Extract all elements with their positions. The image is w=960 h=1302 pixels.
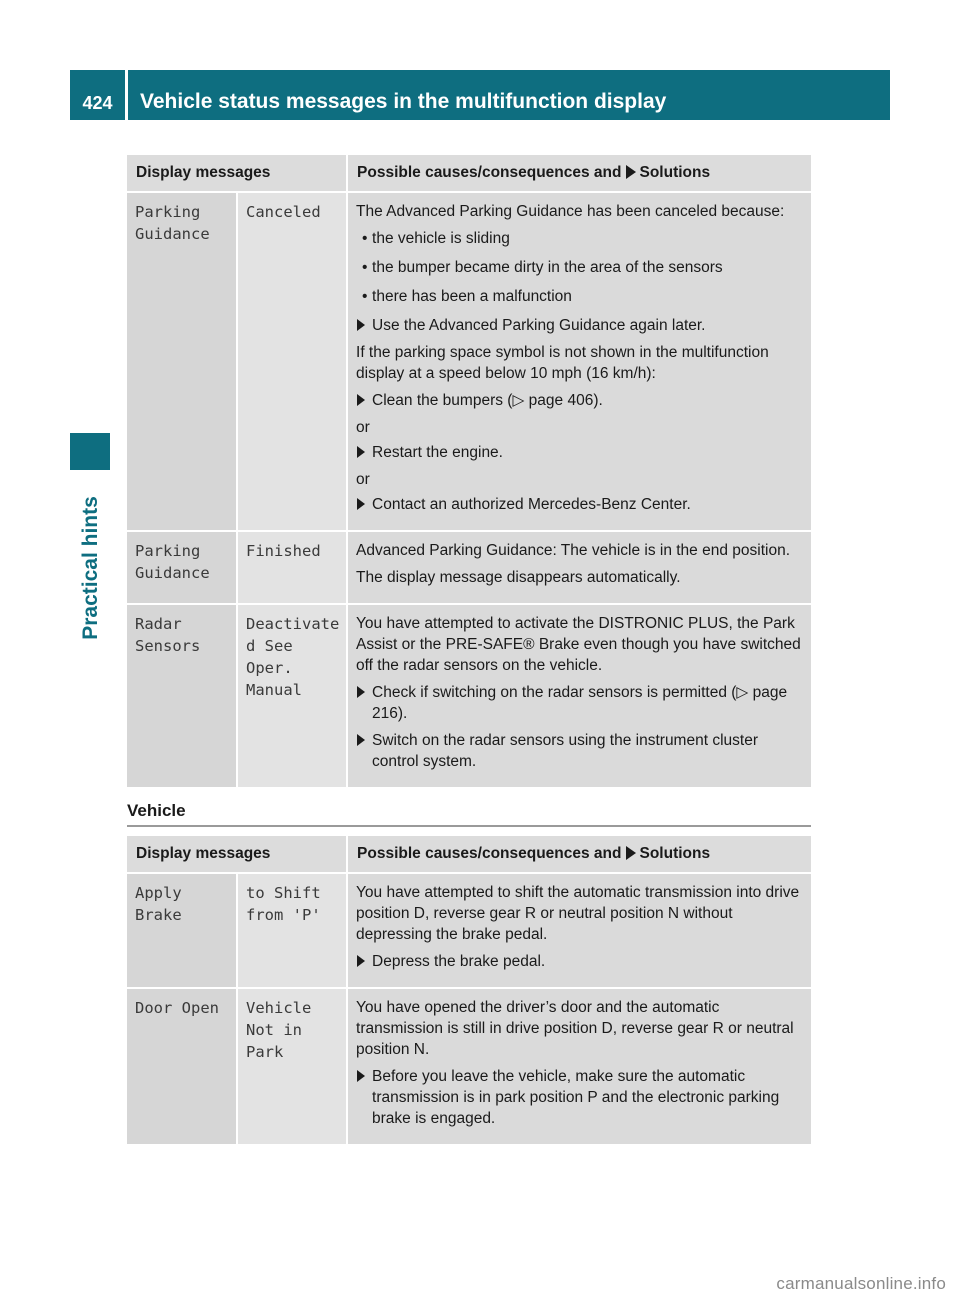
step-text: Contact an authorized Mercedes-Benz Center. — [372, 496, 691, 513]
solution-step — [356, 315, 803, 336]
header-solutions-text: Solutions — [639, 164, 711, 181]
page-title: Vehicle status messages in the multifunction display — [128, 70, 890, 120]
section-tab — [69, 478, 113, 658]
cause-text: You have attempted to shift the automatic transmission into drive position D, reverse gear R or neutral position N without depressing the brake pedal. — [356, 884, 800, 943]
cause-text: You have opened the driver’s door and the automatic transmission is still in drive position D, reverse gear R or neutral position N. — [356, 999, 794, 1058]
section-tab-label: Practical hints — [79, 496, 102, 640]
message-part-2: Deactivate d See Oper. Manual — [237, 604, 347, 788]
step-text: Restart the engine. — [372, 444, 503, 461]
section-heading-vehicle: Vehicle — [127, 801, 811, 827]
solution-step — [356, 730, 803, 772]
page-header — [70, 70, 890, 120]
bullet-item — [362, 286, 803, 307]
table-row — [127, 988, 811, 1145]
solution-step — [356, 682, 803, 724]
table-row — [127, 604, 811, 788]
message-part-2: Vehicle Not in Park — [237, 988, 347, 1145]
step-arrow-icon — [357, 1070, 365, 1082]
section-tab-marker — [70, 433, 110, 470]
header-solutions-text: Solutions — [639, 845, 711, 862]
message-part-1: Apply Brake — [127, 873, 237, 988]
bullet-icon: • — [362, 230, 368, 247]
bullet-text: the vehicle is sliding — [372, 230, 510, 247]
step-arrow-icon — [357, 734, 365, 746]
message-part-1: Radar Sensors — [127, 604, 237, 788]
header-causes-text: Possible causes/consequences and — [357, 164, 622, 181]
table-header-row — [127, 836, 811, 873]
bullet-icon: • — [362, 288, 368, 305]
causes-cell — [347, 988, 811, 1145]
cause-text: The display message disappears automatically. — [356, 569, 681, 586]
message-part-2: Canceled — [237, 192, 347, 531]
solution-arrow-icon — [626, 846, 636, 860]
message-part-2: Finished — [237, 531, 347, 604]
solution-step — [356, 390, 803, 411]
solution-step — [356, 494, 803, 515]
step-arrow-icon — [357, 394, 365, 406]
page-number: 424 — [70, 70, 125, 120]
table-row — [127, 873, 811, 988]
step-text[interactable]: Check if switching on the radar sensors is permitted (▷ page 216). — [372, 684, 788, 722]
step-arrow-icon — [357, 955, 365, 967]
cause-text: Advanced Parking Guidance: The vehicle is in the end position. — [356, 542, 791, 559]
causes-cell — [347, 531, 811, 604]
col-header-display-messages: Display messages — [127, 836, 347, 873]
causes-cell — [347, 873, 811, 988]
solution-arrow-icon — [626, 165, 636, 179]
step-arrow-icon — [357, 319, 365, 331]
bullet-text: the bumper became dirty in the area of the sensors — [372, 259, 723, 276]
step-text: Switch on the radar sensors using the instrument cluster control system. — [372, 732, 758, 770]
cause-intro: The Advanced Parking Guidance has been canceled because: — [356, 203, 785, 220]
step-arrow-icon — [357, 498, 365, 510]
bullet-text: there has been a malfunction — [372, 288, 572, 305]
solution-step — [356, 1066, 803, 1129]
causes-cell — [347, 604, 811, 788]
bullet-item — [362, 257, 803, 278]
causes-cell — [347, 192, 811, 531]
message-part-1: Parking Guidance — [127, 531, 237, 604]
table-row — [127, 531, 811, 604]
step-text: Before you leave the vehicle, make sure the automatic transmission is in park position P and the electronic parking brake is engaged. — [372, 1068, 780, 1127]
step-text[interactable]: Clean the bumpers (▷ page 406). — [372, 392, 603, 409]
or-text: or — [356, 471, 370, 488]
messages-table-vehicle — [127, 836, 811, 1146]
message-part-1: Door Open — [127, 988, 237, 1145]
step-arrow-icon — [357, 686, 365, 698]
col-header-causes-solutions — [347, 155, 811, 192]
cause-note: If the parking space symbol is not shown in the multifunction display at a speed below 10 mph (16 km/h): — [356, 344, 769, 382]
or-text: or — [356, 419, 370, 436]
step-text: Use the Advanced Parking Guidance again later. — [372, 317, 706, 334]
bullet-icon: • — [362, 259, 368, 276]
step-arrow-icon — [357, 446, 365, 458]
solution-step — [356, 951, 803, 972]
col-header-causes-solutions — [347, 836, 811, 873]
header-causes-text: Possible causes/consequences and — [357, 845, 622, 862]
message-part-2: to Shift from 'P' — [237, 873, 347, 988]
col-header-display-messages: Display messages — [127, 155, 347, 192]
solution-step — [356, 442, 803, 463]
message-part-1: Parking Guidance — [127, 192, 237, 531]
table-header-row — [127, 155, 811, 192]
table-row — [127, 192, 811, 531]
bullet-item — [362, 228, 803, 249]
messages-table-parking-radar — [127, 155, 811, 789]
step-text: Depress the brake pedal. — [372, 953, 546, 970]
watermark: carmanualsonline.info — [776, 1274, 946, 1293]
cause-text: You have attempted to activate the DISTRONIC PLUS, the Park Assist or the PRE-SAFE® Brake even though you have switched off the radar sensors on the vehicle. — [356, 615, 801, 674]
